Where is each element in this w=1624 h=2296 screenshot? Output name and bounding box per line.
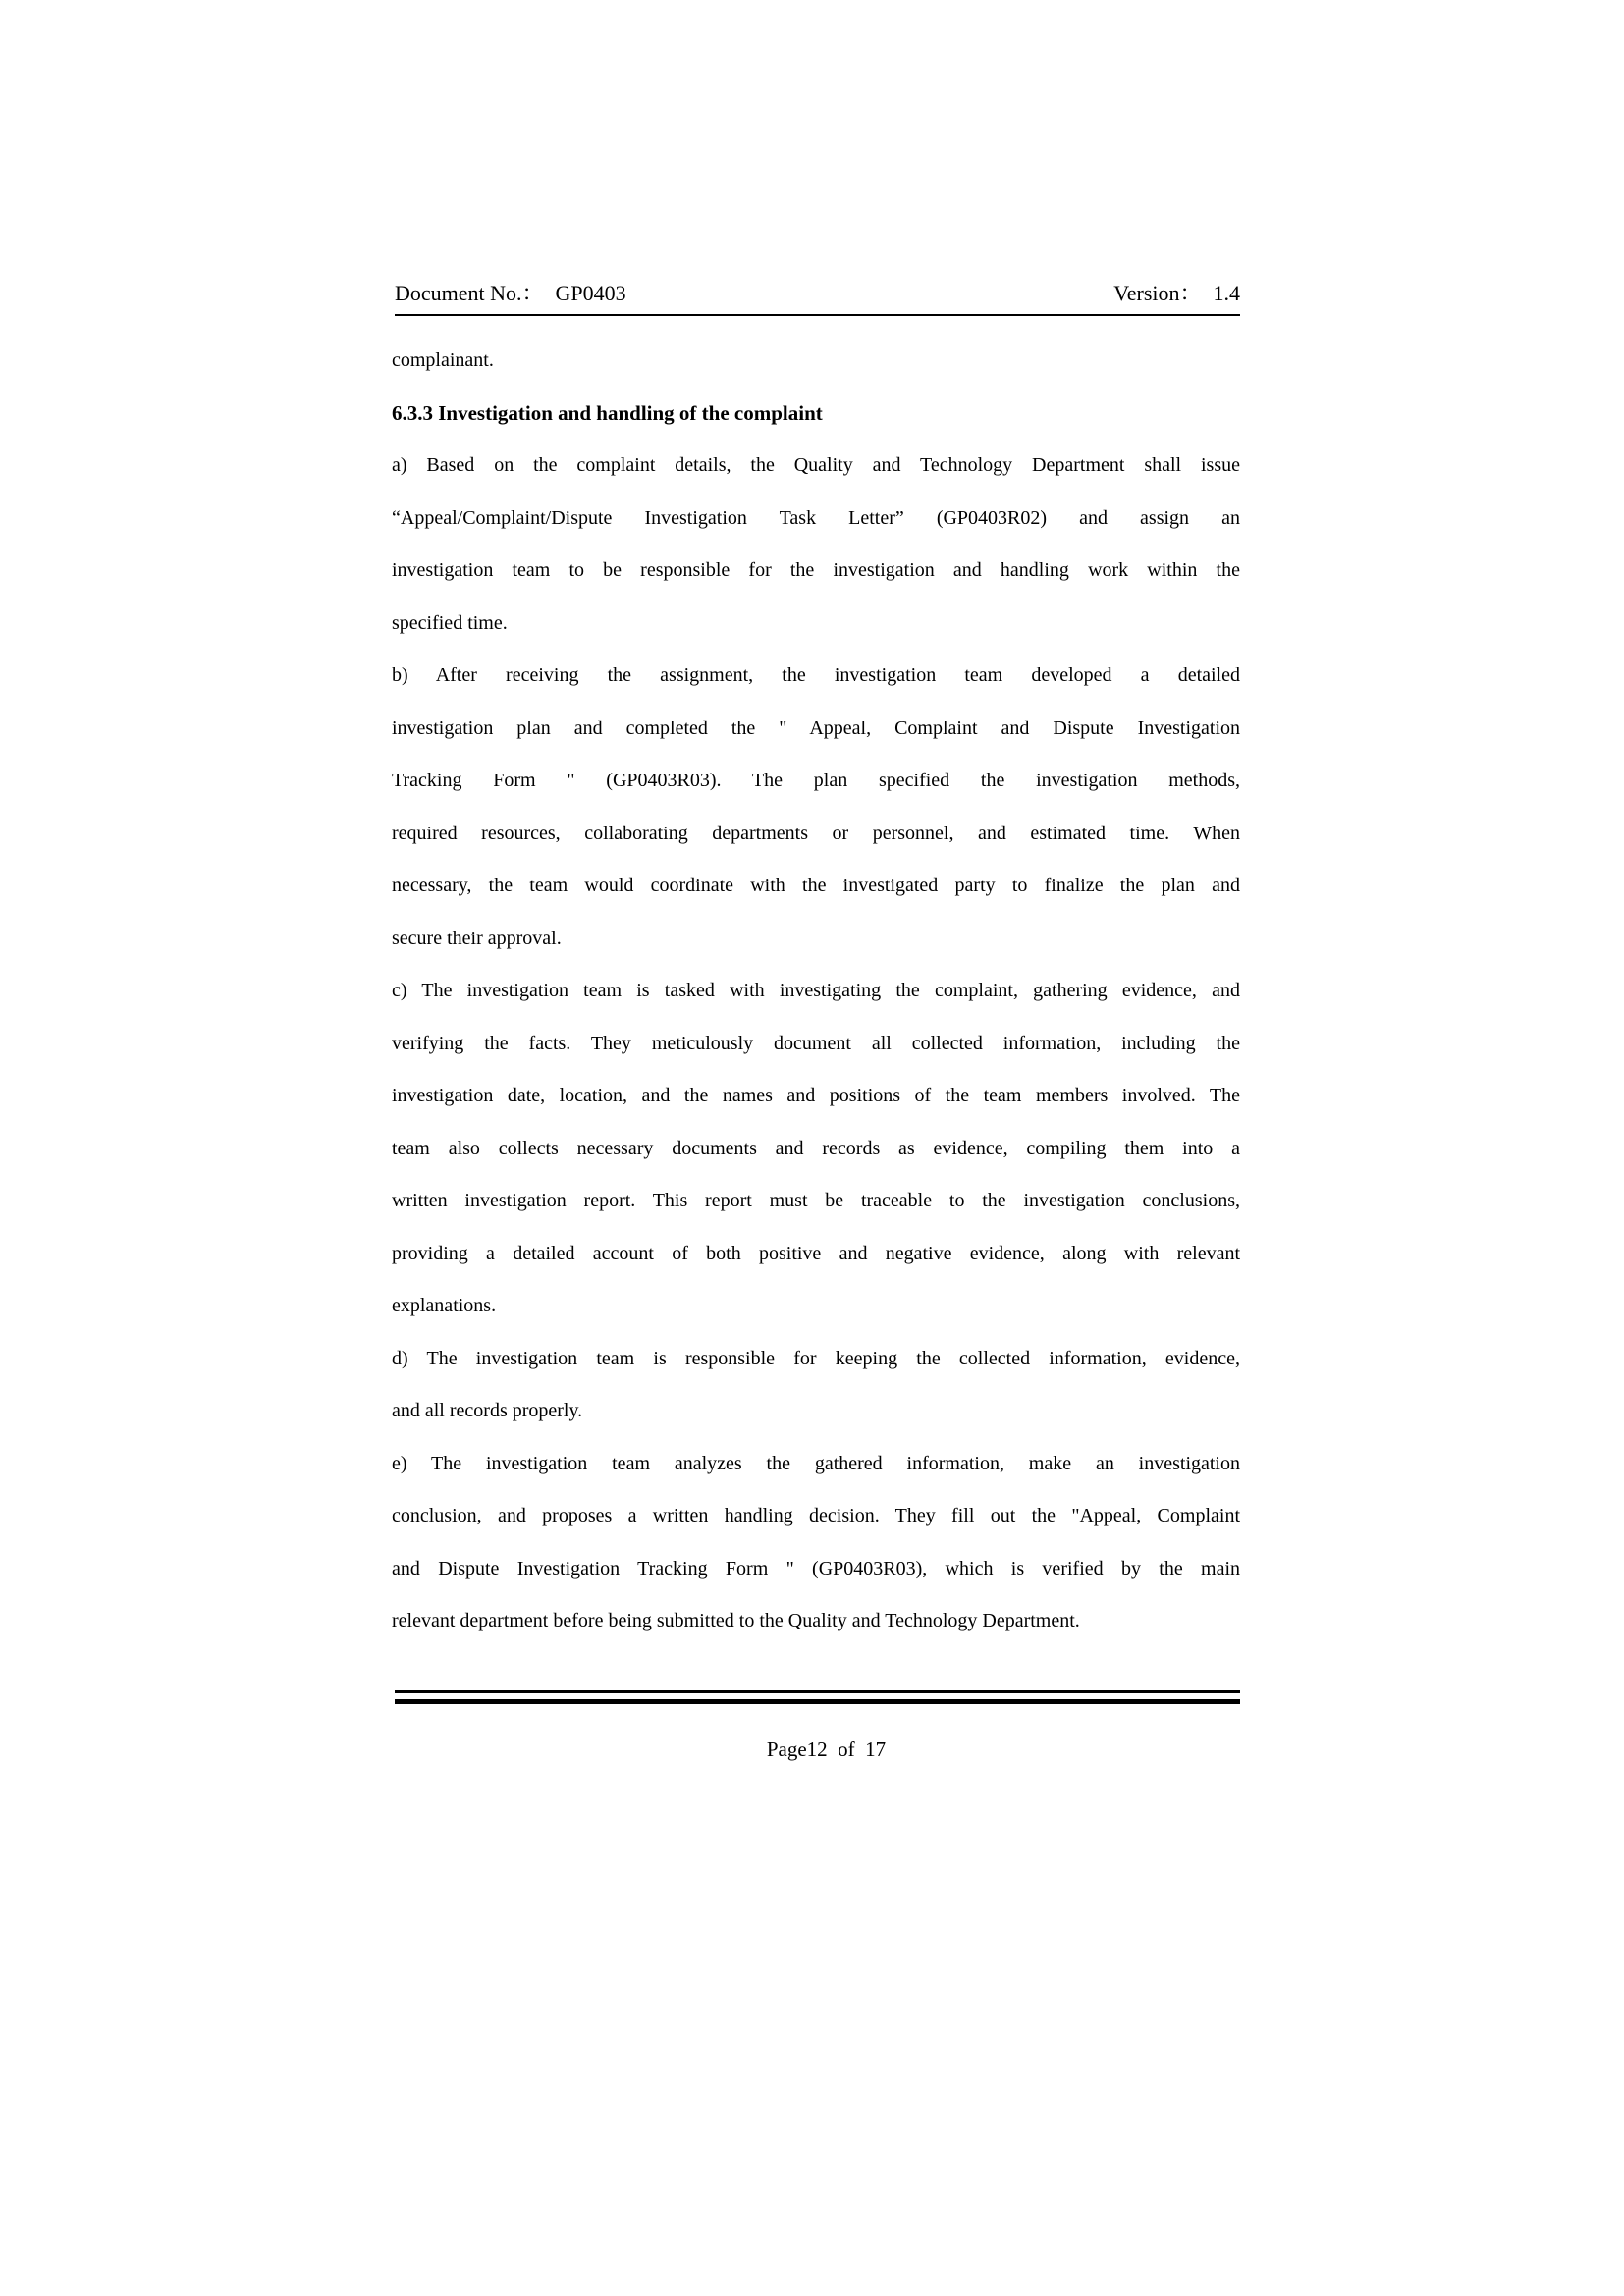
body-line: complainant.: [392, 349, 494, 371]
body-line: Tracking Form " (GP0403R03). The plan specified the investigation methods,: [392, 770, 1240, 791]
version-label: Version：: [1113, 281, 1202, 305]
body-line: required resources, collaborating departments or personnel, and estimated time. When: [392, 822, 1240, 844]
document-number-value: GP0403: [555, 281, 626, 305]
body-line: team also collects necessary documents and records as evidence, compiling them into a: [392, 1137, 1240, 1159]
body-line: specified time.: [392, 612, 508, 634]
body-line: “Appeal/Complaint/Dispute Investigation Task Letter” (GP0403R02) and assign an: [392, 507, 1240, 529]
body-line: providing a detailed account of both positive and negative evidence, along with relevant: [392, 1242, 1240, 1264]
body-line: secure their approval.: [392, 927, 562, 949]
body-line: b) After receiving the assignment, the investigation team developed a detailed: [392, 665, 1240, 686]
document-number-label: Document No.：: [395, 281, 544, 305]
body-line: verifying the facts. They meticulously document all collected information, including the: [392, 1032, 1240, 1054]
version: [1113, 277, 1240, 307]
body-line: investigation team to be responsible for the investigation and handling work within the: [392, 560, 1240, 581]
section-heading: 6.3.3 Investigation and handling of the complaint: [392, 400, 823, 425]
body-line: investigation date, location, and the names and positions of the team members involved. The: [392, 1085, 1240, 1106]
document-number: [395, 277, 626, 307]
body-line: c) The investigation team is tasked with investigating the complaint, gathering evidence, and: [392, 980, 1240, 1001]
body-line: a) Based on the complaint details, the Quality and Technology Department shall issue: [392, 454, 1240, 476]
footer-divider: [395, 1690, 1240, 1704]
body-line: relevant department before being submitted to the Quality and Technology Department.: [392, 1610, 1080, 1631]
page-header: [395, 277, 1240, 316]
version-value: 1.4: [1213, 281, 1240, 305]
body-line: necessary, the team would coordinate with the investigated party to finalize the plan and: [392, 875, 1240, 896]
body-line: and Dispute Investigation Tracking Form " (GP0403R03), which is verified by the main: [392, 1557, 1240, 1579]
page-number: Page12 of 17: [766, 1737, 887, 1761]
body-line: investigation plan and completed the " Appeal, Complaint and Dispute Investigation: [392, 717, 1240, 739]
body-line: conclusion, and proposes a written handling decision. They fill out the "Appeal, Complaint: [392, 1505, 1240, 1526]
body-line: e) The investigation team analyzes the gathered information, make an investigation: [392, 1452, 1240, 1474]
page-footer: [392, 1708, 1240, 1790]
body-line: d) The investigation team is responsible for keeping the collected information, evidence,: [392, 1347, 1240, 1369]
document-body: [392, 335, 1240, 1648]
body-line: explanations.: [392, 1295, 497, 1316]
body-line: written investigation report. This report must be traceable to the investigation conclusions,: [392, 1190, 1240, 1211]
body-line: and all records properly.: [392, 1400, 583, 1421]
